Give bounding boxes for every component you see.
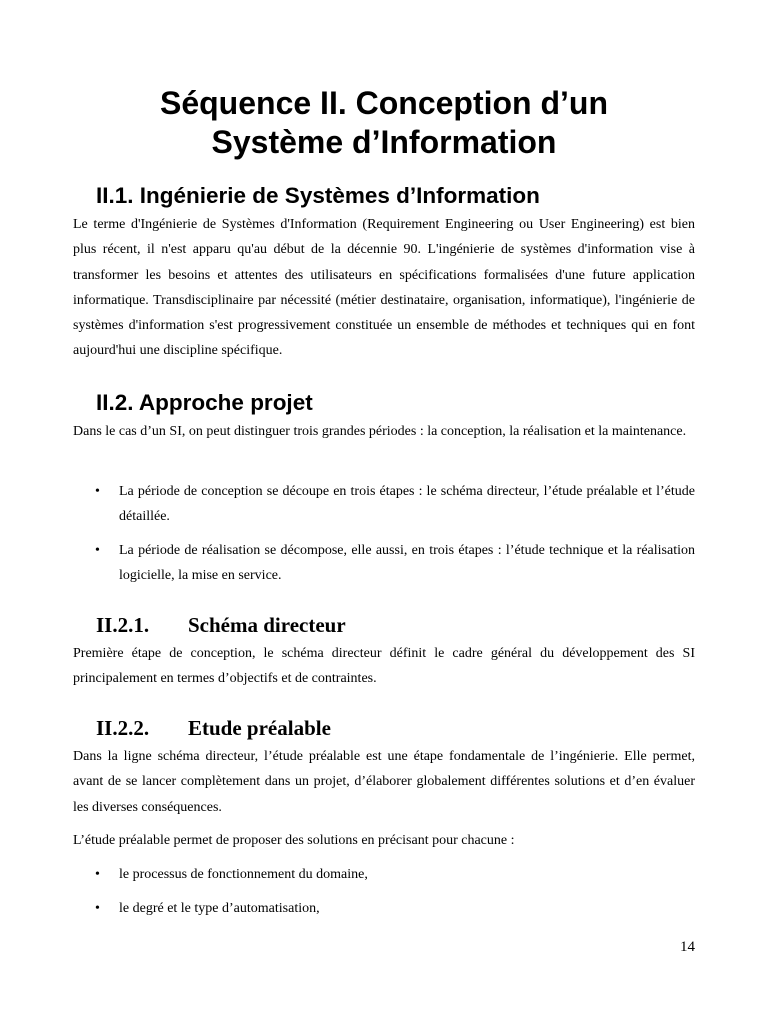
title-line-2: Système d’Information bbox=[211, 124, 557, 160]
section-heading-ii-2-1 bbox=[96, 612, 346, 638]
bullet-icon: • bbox=[95, 901, 100, 916]
section-ii-2-intro: Dans le cas d’un SI, on peut distinguer trois grandes périodes : la conception, la réalisation et la maintenance. bbox=[73, 424, 687, 439]
section-heading-ii-2: II.2. Approche projet bbox=[96, 390, 313, 415]
list-item bbox=[73, 538, 695, 589]
section-title: Schéma directeur bbox=[188, 613, 346, 637]
list-item bbox=[73, 479, 695, 530]
section-number: II.2.2. bbox=[96, 716, 150, 740]
list-item-text: le processus de fonctionnement du domaine, bbox=[119, 867, 368, 882]
title-line-1: Séquence II. Conception d’un bbox=[159, 85, 609, 121]
section-number: II.2.1. bbox=[96, 613, 150, 637]
section-heading-ii-2-2 bbox=[96, 715, 331, 741]
list-item-text: La période de conception se découpe en trois étapes : le schéma directeur, l’étude préalable et l’étude détaillée. bbox=[119, 484, 695, 525]
page-title bbox=[73, 84, 695, 162]
page-number: 14 bbox=[680, 939, 695, 955]
list-item-text: le degré et le type d’automatisation, bbox=[119, 901, 320, 916]
section-ii-2-1-paragraph: Première étape de conception, le schéma directeur définit le cadre général du développement des SI principalement en termes d’objectifs et de contraintes. bbox=[73, 646, 695, 687]
bullet-icon: • bbox=[95, 867, 100, 882]
section-ii-2-2-paragraph: Dans la ligne schéma directeur, l’étude préalable est une étape fondamentale de l’ingénierie. Elle permet, avant de se lancer complètement dans un projet, d’élaborer globalement différentes solutions et d’en évaluer les diverses conséquences. bbox=[73, 749, 695, 815]
section-title: Etude préalable bbox=[188, 716, 331, 740]
section-ii-1-paragraph: Le terme d'Ingénierie de Systèmes d'Information (Requirement Engineering ou User Engineering) est bien plus récent, il n'est apparu qu'au début de la décennie 90. L'ingénierie de systèmes d'information vise à transformer les besoins et attentes des utilisateurs en spécifications formalisées d'une future application informatique. Transdisciplinaire par nécessité (métier destinataire, organisation, informatique), l'ingénierie de systèmes d'information s'est progressivement constituée un ensemble de méthodes et techniques qui en font aujourd'hui une discipline spécifique. bbox=[73, 217, 695, 359]
bullet-icon: • bbox=[95, 543, 100, 558]
section-heading-ii-1: II.1. Ingénierie de Systèmes d’Information bbox=[96, 183, 540, 208]
section-ii-2-2-paragraph-2: L’étude préalable permet de proposer des solutions en précisant pour chacune : bbox=[73, 833, 515, 848]
bullet-icon: • bbox=[95, 484, 100, 499]
list-item-text: La période de réalisation se décompose, elle aussi, en trois étapes : l’étude technique et la réalisation logicielle, la mise en service. bbox=[119, 543, 695, 584]
list-item bbox=[73, 862, 695, 887]
list-item bbox=[73, 896, 695, 921]
